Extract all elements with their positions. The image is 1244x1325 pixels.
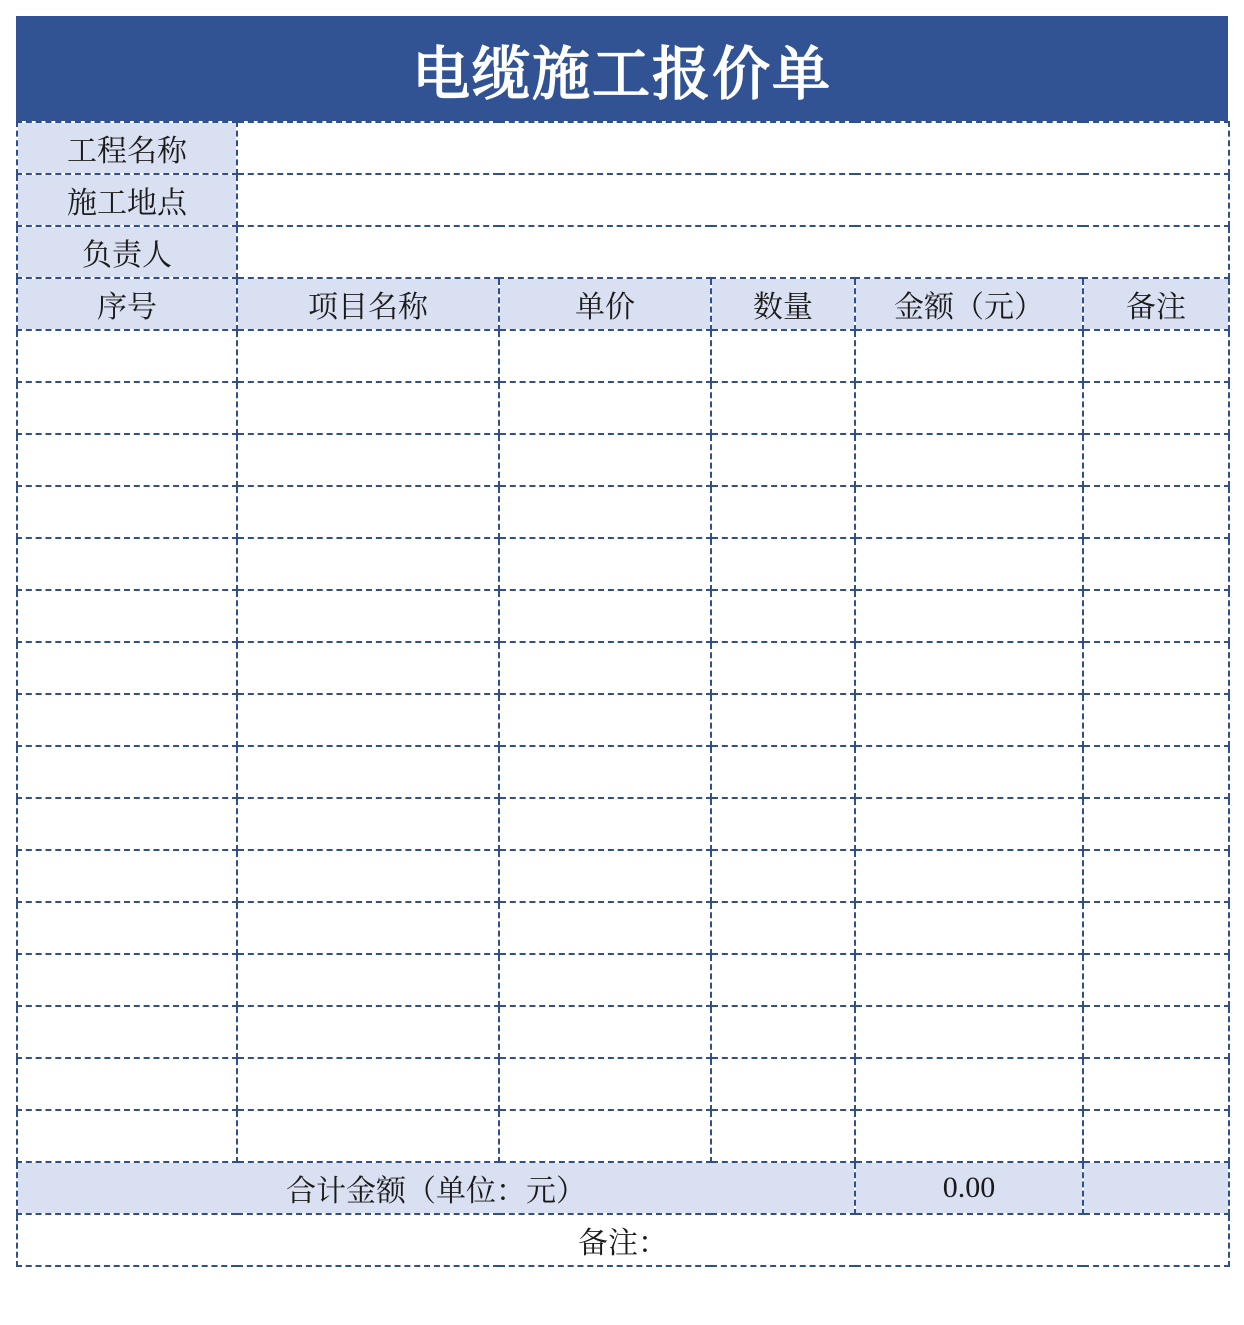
remark-row — [17, 1214, 1229, 1266]
cell-index[interactable] — [17, 590, 237, 642]
header-quantity: 数量 — [711, 278, 855, 330]
table-row — [17, 642, 1229, 694]
table-row — [17, 434, 1229, 486]
cell-unit-price[interactable] — [499, 642, 711, 694]
total-label: 合计金额（单位：元） — [17, 1162, 855, 1214]
cell-quantity[interactable] — [711, 434, 855, 486]
cell-index[interactable] — [17, 330, 237, 382]
cell-unit-price[interactable] — [499, 746, 711, 798]
cell-quantity[interactable] — [711, 382, 855, 434]
cell-item-name[interactable] — [237, 382, 499, 434]
cell-index[interactable] — [17, 746, 237, 798]
cell-item-name[interactable] — [237, 590, 499, 642]
cell-index[interactable] — [17, 902, 237, 954]
cell-item-name[interactable] — [237, 746, 499, 798]
cell-unit-price[interactable] — [499, 434, 711, 486]
cell-quantity[interactable] — [711, 642, 855, 694]
manager-value[interactable] — [237, 226, 1229, 278]
cell-index[interactable] — [17, 382, 237, 434]
cell-amount[interactable] — [855, 1006, 1083, 1058]
cell-amount[interactable] — [855, 746, 1083, 798]
manager-label: 负责人 — [17, 226, 237, 278]
cell-amount[interactable] — [855, 330, 1083, 382]
table-header-row — [17, 278, 1229, 330]
cell-index[interactable] — [17, 850, 237, 902]
table-row — [17, 1006, 1229, 1058]
cell-item-name[interactable] — [237, 434, 499, 486]
table-row — [17, 746, 1229, 798]
cell-index[interactable] — [17, 954, 237, 1006]
cell-quantity[interactable] — [711, 1006, 855, 1058]
cell-item-name[interactable] — [237, 538, 499, 590]
cell-amount[interactable] — [855, 798, 1083, 850]
project-name-label: 工程名称 — [17, 122, 237, 174]
cell-notes[interactable] — [1083, 590, 1229, 642]
total-row — [17, 1162, 1229, 1214]
cell-unit-price[interactable] — [499, 694, 711, 746]
cell-notes[interactable] — [1083, 434, 1229, 486]
cell-notes[interactable] — [1083, 746, 1229, 798]
cell-quantity[interactable] — [711, 1110, 855, 1162]
cell-amount[interactable] — [855, 538, 1083, 590]
cell-quantity[interactable] — [711, 486, 855, 538]
cell-quantity[interactable] — [711, 850, 855, 902]
cell-notes[interactable] — [1083, 850, 1229, 902]
cell-notes[interactable] — [1083, 902, 1229, 954]
cell-item-name[interactable] — [237, 850, 499, 902]
table-row — [17, 590, 1229, 642]
cell-notes[interactable] — [1083, 798, 1229, 850]
cell-notes[interactable] — [1083, 382, 1229, 434]
cell-index[interactable] — [17, 798, 237, 850]
cell-notes[interactable] — [1083, 330, 1229, 382]
cell-notes[interactable] — [1083, 538, 1229, 590]
cell-notes[interactable] — [1083, 1110, 1229, 1162]
quote-sheet — [16, 16, 1228, 1267]
cell-item-name[interactable] — [237, 798, 499, 850]
info-row-project — [17, 122, 1229, 174]
cell-quantity[interactable] — [711, 902, 855, 954]
info-row-site — [17, 174, 1229, 226]
cell-unit-price[interactable] — [499, 1058, 711, 1110]
cell-amount[interactable] — [855, 382, 1083, 434]
cell-amount[interactable] — [855, 1058, 1083, 1110]
cell-amount[interactable] — [855, 1110, 1083, 1162]
total-notes-cell[interactable] — [1083, 1162, 1229, 1214]
cell-unit-price[interactable] — [499, 798, 711, 850]
site-value[interactable] — [237, 174, 1229, 226]
cell-amount[interactable] — [855, 694, 1083, 746]
cell-quantity[interactable] — [711, 1058, 855, 1110]
cell-amount[interactable] — [855, 902, 1083, 954]
table-row — [17, 330, 1229, 382]
cell-quantity[interactable] — [711, 330, 855, 382]
cell-unit-price[interactable] — [499, 850, 711, 902]
header-index: 序号 — [17, 278, 237, 330]
cell-quantity[interactable] — [711, 746, 855, 798]
table-row — [17, 798, 1229, 850]
cell-unit-price[interactable] — [499, 902, 711, 954]
cell-item-name[interactable] — [237, 694, 499, 746]
cell-index[interactable] — [17, 434, 237, 486]
header-item-name: 项目名称 — [237, 278, 499, 330]
cell-index[interactable] — [17, 1058, 237, 1110]
table-row — [17, 538, 1229, 590]
cell-quantity[interactable] — [711, 954, 855, 1006]
cell-item-name[interactable] — [237, 642, 499, 694]
cell-unit-price[interactable] — [499, 1110, 711, 1162]
cell-item-name[interactable] — [237, 954, 499, 1006]
cell-notes[interactable] — [1083, 1006, 1229, 1058]
cell-amount[interactable] — [855, 486, 1083, 538]
header-unit-price: 单价 — [499, 278, 711, 330]
cell-item-name[interactable] — [237, 330, 499, 382]
cell-unit-price[interactable] — [499, 382, 711, 434]
cell-index[interactable] — [17, 486, 237, 538]
cell-amount[interactable] — [855, 850, 1083, 902]
cell-unit-price[interactable] — [499, 486, 711, 538]
table-row — [17, 694, 1229, 746]
cell-notes[interactable] — [1083, 694, 1229, 746]
cell-notes[interactable] — [1083, 486, 1229, 538]
table-row — [17, 1110, 1229, 1162]
cell-amount[interactable] — [855, 954, 1083, 1006]
cell-item-name[interactable] — [237, 1006, 499, 1058]
cell-index[interactable] — [17, 1006, 237, 1058]
site-label: 施工地点 — [17, 174, 237, 226]
quote-table — [16, 121, 1230, 1267]
cell-index[interactable] — [17, 1110, 237, 1162]
table-row — [17, 382, 1229, 434]
sheet-title: 电缆施工报价单 — [16, 16, 1228, 121]
header-amount: 金额（元） — [855, 278, 1083, 330]
cell-item-name[interactable] — [237, 1110, 499, 1162]
info-row-manager — [17, 226, 1229, 278]
cell-amount[interactable] — [855, 434, 1083, 486]
header-notes: 备注 — [1083, 278, 1229, 330]
cell-unit-price[interactable] — [499, 590, 711, 642]
cell-amount[interactable] — [855, 590, 1083, 642]
cell-quantity[interactable] — [711, 538, 855, 590]
cell-index[interactable] — [17, 538, 237, 590]
cell-unit-price[interactable] — [499, 954, 711, 1006]
total-value: 0.00 — [855, 1162, 1083, 1214]
cell-index[interactable] — [17, 642, 237, 694]
cell-quantity[interactable] — [711, 590, 855, 642]
project-name-value[interactable] — [237, 122, 1229, 174]
cell-quantity[interactable] — [711, 694, 855, 746]
cell-notes[interactable] — [1083, 1058, 1229, 1110]
cell-amount[interactable] — [855, 642, 1083, 694]
cell-notes[interactable] — [1083, 642, 1229, 694]
cell-unit-price[interactable] — [499, 330, 711, 382]
cell-unit-price[interactable] — [499, 538, 711, 590]
cell-item-name[interactable] — [237, 1058, 499, 1110]
table-row — [17, 902, 1229, 954]
table-row — [17, 954, 1229, 1006]
cell-item-name[interactable] — [237, 486, 499, 538]
cell-unit-price[interactable] — [499, 1006, 711, 1058]
cell-index[interactable] — [17, 694, 237, 746]
table-row — [17, 850, 1229, 902]
cell-notes[interactable] — [1083, 954, 1229, 1006]
table-row — [17, 486, 1229, 538]
table-row — [17, 1058, 1229, 1110]
cell-item-name[interactable] — [237, 902, 499, 954]
remark-label[interactable]: 备注： — [17, 1214, 1229, 1266]
cell-quantity[interactable] — [711, 798, 855, 850]
